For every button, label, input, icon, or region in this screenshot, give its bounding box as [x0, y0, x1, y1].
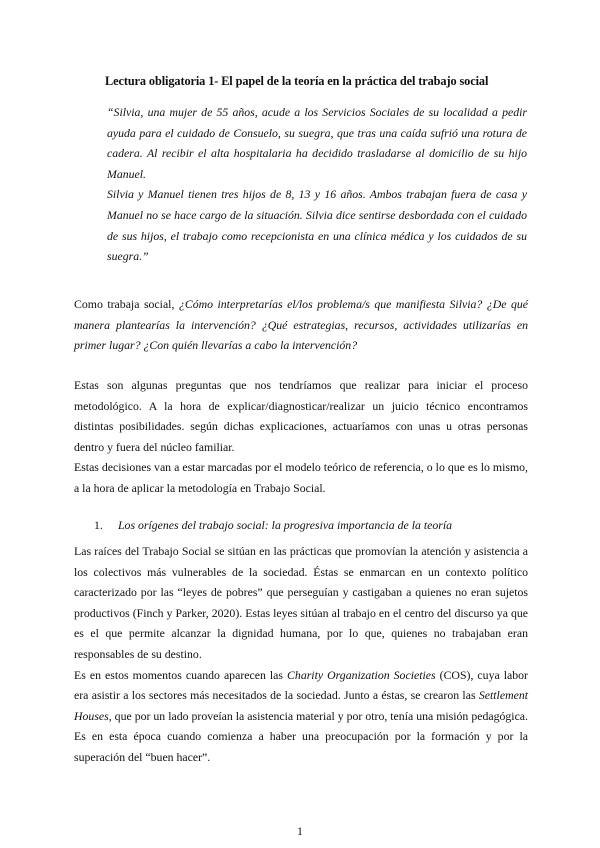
- body-paragraph: Estas son algunas preguntas que nos tendríamos que realizar para iniciar el proceso metodológico. A la hora de explicar/diagnosticar/realizar un juicio técnico encontramos distintas posibilidades. según dichas explicaciones, actuaríamos con unas u otras personas dentro y fuera del núcleo familiar.: [74, 378, 528, 454]
- cos-term: Charity Organization Societies: [287, 667, 436, 682]
- text-run: Es en estos momentos cuando aparecen las: [74, 667, 288, 682]
- section-title: Los orígenes del trabajo social: la progresiva importancia de la teoría: [118, 518, 453, 532]
- body-paragraph: [74, 665, 528, 768]
- page-number: 1: [297, 824, 303, 838]
- section-body: [74, 541, 528, 768]
- quote-paragraph: “Silvia, una mujer de 55 años, acude a los Servicios Sociales de su localidad a pedir ayuda para el cuidado de Consuelo, su suegra, que tras una caída sufrió una rotura de cadera. Al recibir el alta hospitalaria ha decidido trasladarse al domicilio de su hijo Manuel.: [107, 105, 527, 181]
- settlement-term: Settlement Houses: [74, 688, 528, 723]
- section-heading: [94, 518, 452, 533]
- body-paragraph: Estas decisiones van a estar marcadas por el modelo teórico de referencia, o lo que es lo mismo, a la hora de aplicar la metodología en Trabajo Social.: [74, 460, 528, 495]
- text-run: , que por un lado proveían la asistencia material y por otro, tenía una misión pedagógica. Es en esta época cuando comienza a haber una preocupación por la formación y por la superación del “buen hacer”.: [74, 708, 528, 764]
- document-title: Lectura obligatoria 1- El papel de la teoría en la práctica del trabajo social: [105, 74, 489, 88]
- body-paragraph: Las raíces del Trabajo Social se sitúan en las prácticas que promovían la atención y asistencia a los colectivos más vulnerables de la sociedad. Éstas se enmarcan en un contexto político caracterizado por las “leyes de pobres” que perseguían y castigaban a quienes no eran sujetos productivos (Finch y Parker, 2020). Estas leyes sitúan al trabajo en el centro del discurso ya que es el que permite alcanzar la dignidad humana, por lo que, quienes no trabajaban eran responsables de su destino.: [74, 544, 528, 661]
- case-quote: [107, 102, 527, 267]
- question-paragraph: [74, 294, 528, 356]
- quote-paragraph: Silvia y Manuel tienen tres hijos de 8, 13 y 16 años. Ambos trabajan fuera de casa y Manuel no se hace cargo de la situación. Silvia dice sentirse desbordada con el cuidado de sus hijos, el trabajo como recepcionista en una clínica médica y los cuidados de su suegra.”: [107, 187, 527, 264]
- question-text: ¿Cómo interpretarías el/los problema/s que manifiesta Silvia? ¿De qué manera plantearías la intervención? ¿Qué estrategias, recursos, actividades utilizarías en primer lugar? ¿Con quién llevarías a cabo la intervención?: [74, 297, 528, 353]
- text-run: (COS), cuya labor era asistir a los sectores más necesitados de la sociedad. Junto a éstas, se crearon las: [74, 667, 528, 703]
- question-prefix: Como trabaja social,: [74, 297, 179, 311]
- intro-paragraphs: [74, 375, 528, 499]
- section-number: 1.: [94, 518, 103, 532]
